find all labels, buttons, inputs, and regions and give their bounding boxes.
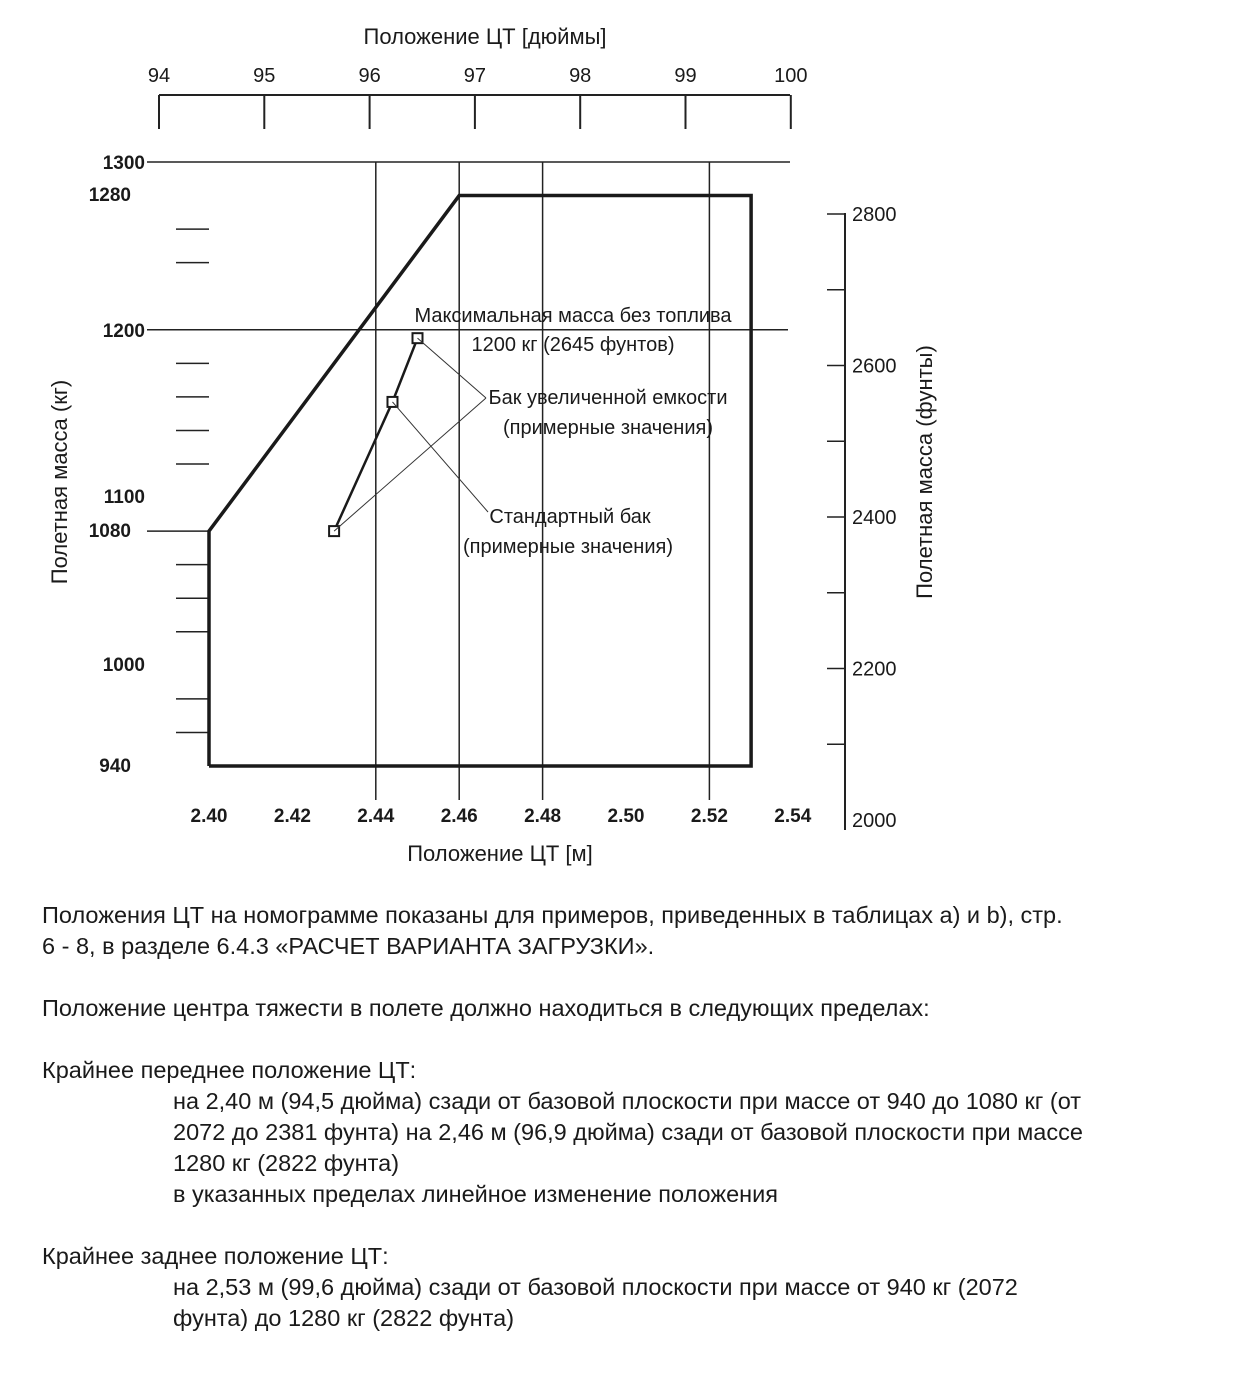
right-tick-label: 2400 — [852, 507, 897, 529]
forward-cg-line1: на 2,40 м (94,5 дюйма) сзади от базовой плоскости при массе от 940 до 1080 кг (от — [173, 1088, 1082, 1114]
bottom-tick-label: 2.40 — [190, 806, 228, 827]
forward-cg-line3: 1280 кг (2822 фунта) — [173, 1150, 400, 1176]
notes-p1-line2: 6 - 8, в разделе 6.4.3 «РАСЧЕТ ВАРИАНТА ЗАГРУЗКИ». — [42, 933, 655, 959]
annotations — [334, 305, 732, 558]
bottom-tick-label: 2.50 — [607, 806, 645, 827]
grid-lines — [147, 162, 790, 800]
leader-line — [334, 398, 486, 531]
notes-p2: Положение центра тяжести в полете должно находиться в следующих пределах: — [42, 995, 930, 1021]
forward-cg-line2: 2072 до 2381 фунта) на 2,46 м (96,9 дюйма) сзади от базовой плоскости при массе — [173, 1119, 1083, 1145]
long-range-tank-label-line1: Бак увеличенной емкости — [488, 387, 728, 409]
forward-cg-line4: в указанных пределах линейное изменение положения — [173, 1181, 778, 1207]
left-tick-label: 1280 — [88, 185, 131, 206]
top-axis-title: Положение ЦТ [дюймы] — [363, 24, 607, 49]
bottom-axis-title: Положение ЦТ [м] — [407, 841, 593, 866]
top-tick-label: 94 — [147, 65, 171, 87]
left-tick-label: 1080 — [88, 521, 131, 542]
left-tick-label: 1200 — [102, 321, 145, 342]
left-tick-label: 1000 — [102, 655, 145, 676]
right-tick-label: 2200 — [852, 658, 897, 681]
bottom-tick-label: 2.42 — [273, 806, 311, 827]
left-tick-label: 940 — [99, 756, 131, 777]
bottom-tick-label: 2.52 — [690, 806, 728, 827]
mzfm-label-line2: 1200 кг (2645 фунтов) — [471, 334, 675, 356]
envelope-outline — [209, 196, 751, 766]
notes-p1-line1: Положения ЦТ на номограмме показаны для примеров, приведенных в таблицах a) и b), стр. — [42, 902, 1063, 928]
series — [209, 196, 751, 766]
aft-cg-line1: на 2,53 м (99,6 дюйма) сзади от базовой плоскости при массе от 940 кг (2072 — [173, 1274, 1018, 1300]
right-tick-label: 2000 — [852, 810, 897, 832]
top-tick-label: 95 — [253, 65, 276, 87]
bottom-tick-label: 2.54 — [774, 806, 812, 827]
leader-line — [392, 402, 488, 512]
left-tick-label: 1100 — [103, 487, 145, 508]
mzfm-label-line1: Максимальная масса без топлива — [414, 305, 732, 327]
left-axis-title: Полетная масса (кг) — [47, 379, 72, 585]
top-tick-label: 96 — [358, 65, 381, 87]
top-tick-label: 100 — [774, 65, 808, 87]
bottom-tick-label: 2.48 — [524, 806, 562, 827]
standard-tank-label-line2: (примерные значения) — [462, 536, 674, 558]
right-tick-label: 2600 — [852, 355, 897, 378]
long-range-tank-label-line2: (примерные значения) — [502, 417, 714, 439]
bottom-tick-label: 2.44 — [357, 806, 395, 827]
standard-tank-label-line1: Стандартный бак — [489, 506, 651, 528]
right-tick-label: 2800 — [852, 204, 897, 226]
aft-cg-title: Крайнее заднее положение ЦТ: — [42, 1243, 389, 1269]
top-tick-label: 98 — [569, 65, 592, 87]
top-tick-label: 97 — [463, 65, 487, 87]
right-axis-title: Полетная масса (фунты) — [912, 345, 937, 599]
bottom-tick-label: 2.46 — [440, 806, 478, 827]
notes — [42, 900, 1232, 1334]
aft-cg-line2: фунта) до 1280 кг (2822 фунта) — [173, 1305, 515, 1331]
axis-titles — [47, 24, 937, 866]
top-tick-label: 99 — [674, 65, 697, 87]
forward-cg-title: Крайнее переднее положение ЦТ: — [42, 1057, 417, 1083]
left-tick-label: 1300 — [102, 153, 145, 174]
